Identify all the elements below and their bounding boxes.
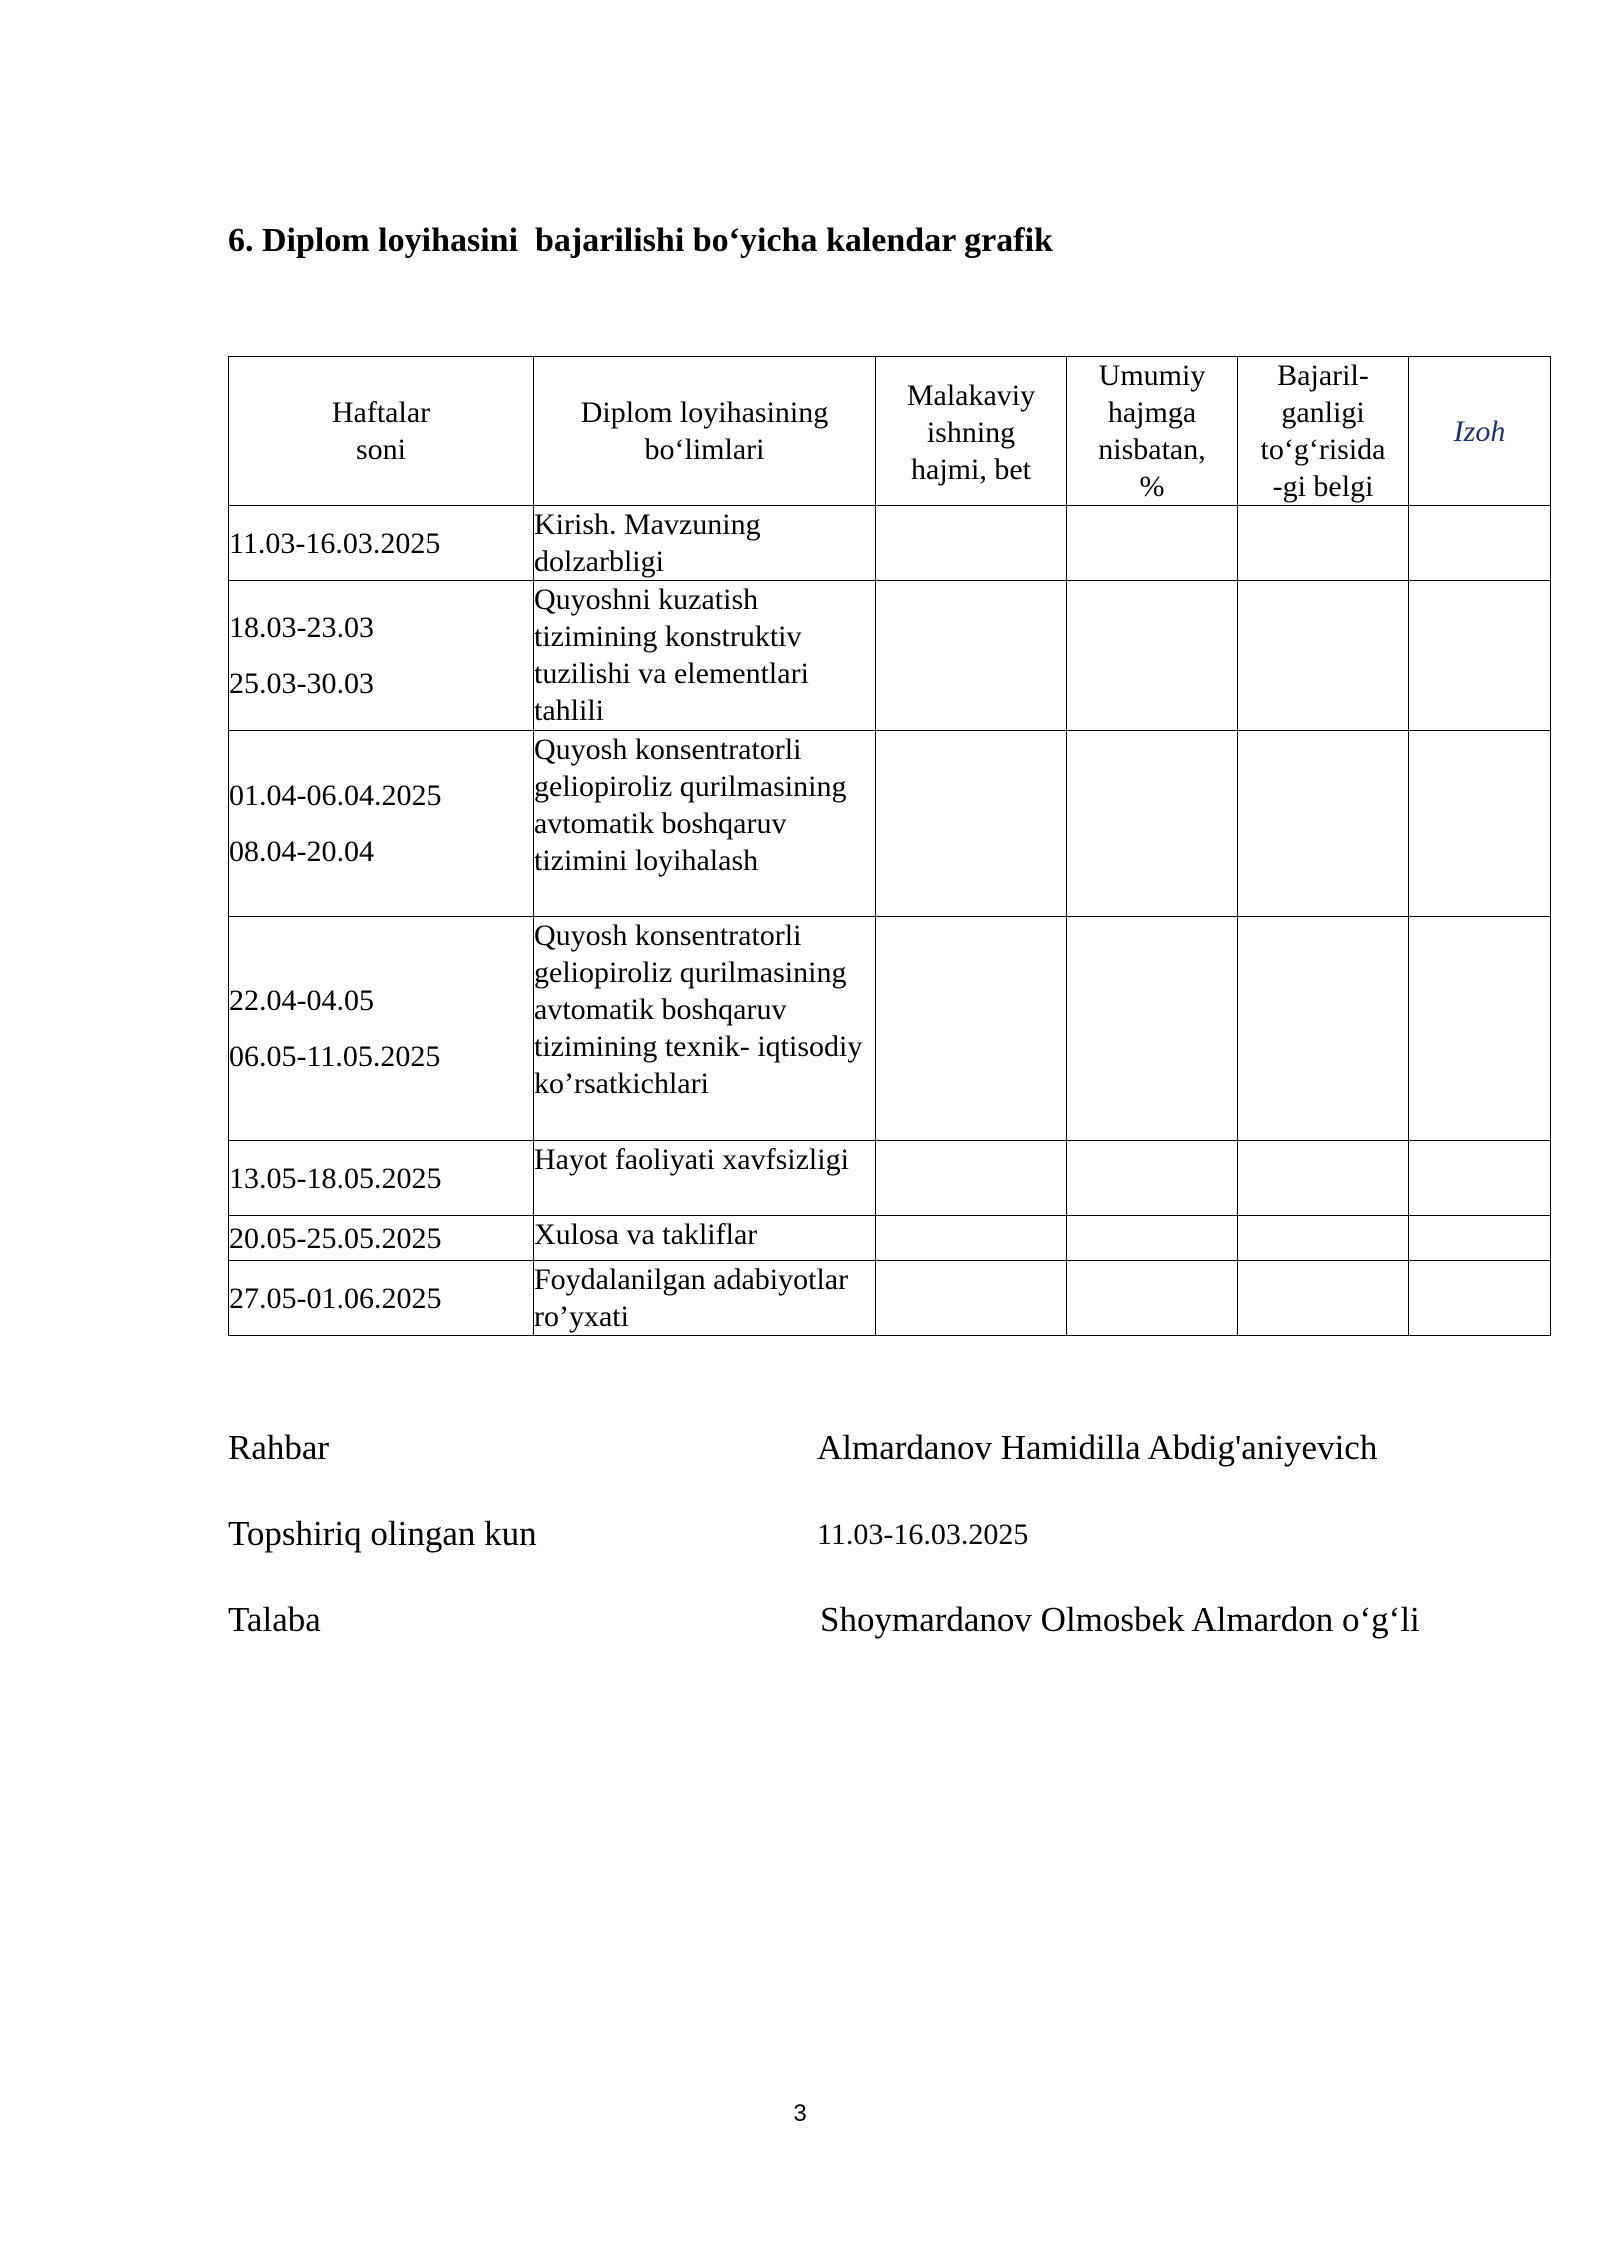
table-row <box>229 1261 1551 1336</box>
section-cell: Foydalanilgan adabiyotlar ro’yxati <box>534 1261 876 1336</box>
mark-cell <box>1238 917 1409 1141</box>
header-percent: Umumiy hajmga nisbatan, % <box>1067 357 1238 506</box>
section-cell: Hayot faoliyati xavfsizligi <box>534 1141 876 1216</box>
pages-cell <box>876 1261 1067 1336</box>
section-cell: Quyosh konsentratorli geliopiroliz qurilmasining avtomatik boshqaruv tizimini loyihalash <box>534 731 876 917</box>
note-cell <box>1409 917 1551 1141</box>
mark-cell <box>1238 731 1409 917</box>
mark-cell <box>1238 1216 1409 1261</box>
table-row <box>229 1216 1551 1261</box>
page-title: 6. Diplom loyihasini bajarilishi bo‘yicha kalendar grafik <box>228 222 1053 259</box>
section-cell: Kirish. Mavzuning dolzarbligi <box>534 506 876 581</box>
section-cell: Xulosa va takliflar <box>534 1216 876 1261</box>
pages-cell <box>876 917 1067 1141</box>
supervisor-label: Rahbar <box>228 1428 330 1467</box>
note-cell <box>1409 1261 1551 1336</box>
pages-cell <box>876 1141 1067 1216</box>
header-pages: Malakaviy ishning hajmi, bet <box>876 357 1067 506</box>
percent-cell <box>1067 731 1238 917</box>
percent-cell <box>1067 1261 1238 1336</box>
mark-cell <box>1238 1141 1409 1216</box>
calendar-schedule-table <box>228 356 1551 1336</box>
mark-cell <box>1238 1261 1409 1336</box>
header-sections: Diplom loyihasining bo‘limlari <box>534 357 876 506</box>
table-row <box>229 1141 1551 1216</box>
section-cell: Quyoshni kuzatish tizimining konstruktiv tuzilishi va elementlari tahlili <box>534 581 876 731</box>
date-received-label: Topshiriq olingan kun <box>228 1514 537 1553</box>
supervisor-name: Almardanov Hamidilla Abdig'aniyevich <box>817 1428 1378 1467</box>
weeks-cell: 27.05-01.06.2025 <box>229 1261 534 1336</box>
percent-cell <box>1067 581 1238 731</box>
mark-cell <box>1238 581 1409 731</box>
table-header-row <box>229 357 1551 506</box>
header-weeks: Haftalar soni <box>229 357 534 506</box>
student-label: Talaba <box>228 1600 321 1639</box>
weeks-cell: 20.05-25.05.2025 <box>229 1216 534 1261</box>
section-cell: Quyosh konsentratorli geliopiroliz qurilmasining avtomatik boshqaruv tizimining texnik- iqtisodiy ko’rsatkichlari <box>534 917 876 1141</box>
header-completion-mark: Bajaril- ganligi to‘g‘risida -gi belgi <box>1238 357 1409 506</box>
note-cell <box>1409 1141 1551 1216</box>
pages-cell <box>876 1216 1067 1261</box>
table-row <box>229 917 1551 1141</box>
pages-cell <box>876 506 1067 581</box>
mark-cell <box>1238 506 1409 581</box>
note-cell <box>1409 581 1551 731</box>
percent-cell <box>1067 1141 1238 1216</box>
note-cell <box>1409 1216 1551 1261</box>
pages-cell <box>876 581 1067 731</box>
weeks-cell: 11.03-16.03.2025 <box>229 506 534 581</box>
date-received-value: 11.03-16.03.2025 <box>817 1518 1029 1551</box>
table-row <box>229 506 1551 581</box>
header-note: Izoh <box>1409 357 1551 506</box>
weeks-cell: 22.04-04.05 06.05-11.05.2025 <box>229 917 534 1141</box>
table-row <box>229 731 1551 917</box>
percent-cell <box>1067 506 1238 581</box>
weeks-cell: 01.04-06.04.2025 08.04-20.04 <box>229 731 534 917</box>
percent-cell <box>1067 917 1238 1141</box>
table-row <box>229 581 1551 731</box>
note-cell <box>1409 731 1551 917</box>
note-cell <box>1409 506 1551 581</box>
weeks-cell: 18.03-23.03 25.03-30.03 <box>229 581 534 731</box>
percent-cell <box>1067 1216 1238 1261</box>
pages-cell <box>876 731 1067 917</box>
page-number: 3 <box>793 2100 807 2127</box>
student-name: Shoymardanov Olmosbek Almardon o‘g‘li <box>820 1600 1420 1639</box>
weeks-cell: 13.05-18.05.2025 <box>229 1141 534 1216</box>
